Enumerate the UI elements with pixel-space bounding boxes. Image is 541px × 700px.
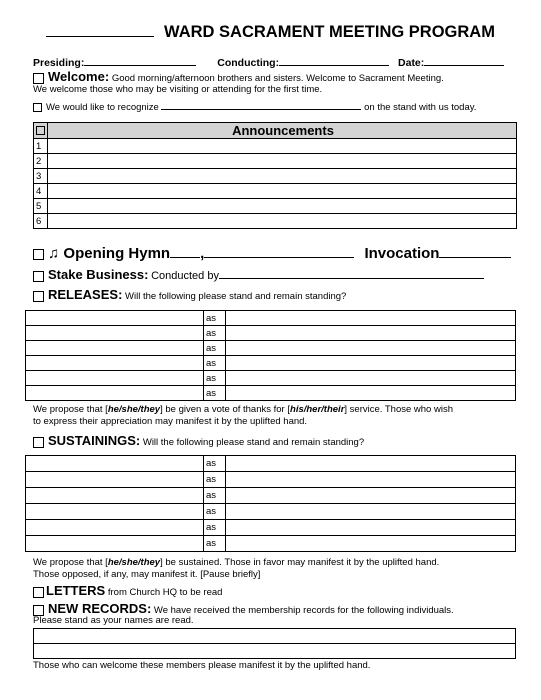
welcome-text: Good morning/afternoon brothers and sisters. Welcome to Sacrament Meeting.: [111, 73, 444, 84]
sustainings-proposal-2: Those opposed, if any, may manifest it. [Pause briefly]: [33, 569, 261, 580]
date-label: Date:: [398, 57, 425, 69]
presiding-label: Presiding:: [33, 57, 85, 69]
hymn-checkbox[interactable]: [33, 249, 44, 260]
table-row: [34, 644, 516, 659]
table-row: as: [26, 504, 516, 520]
hymn-number-blank[interactable]: [170, 245, 200, 258]
table-row: as: [26, 311, 516, 326]
releases-row: RELEASES: Will the following please stand and remain standing?: [33, 287, 346, 302]
sustainings-table: [25, 455, 516, 552]
stake-blank[interactable]: [219, 269, 484, 279]
hymn-row: ♫ Opening Hymn , Invocation: [33, 245, 511, 262]
table-row: as: [26, 456, 516, 472]
announcements-checkbox-cell: [34, 123, 48, 139]
table-row: as: [26, 472, 516, 488]
conducting-label: Conducting:: [217, 57, 280, 69]
invocation-blank[interactable]: [439, 245, 511, 258]
releases-proposal: We propose that [he/she/they] be given a vote of thanks for [his/her/their] service. Those who wish: [33, 404, 453, 415]
table-row: as: [26, 536, 516, 552]
sustainings-row: SUSTAININGS: Will the following please stand and remain standing?: [33, 433, 364, 448]
announcements-table: [33, 122, 517, 229]
program-title: WARD SACRAMENT MEETING PROGRAM: [0, 22, 541, 42]
table-row: as: [26, 326, 516, 341]
releases-table: [25, 310, 516, 401]
welcome-checkbox[interactable]: [33, 73, 44, 84]
music-note-icon: ♫: [48, 245, 60, 262]
header-row: [33, 56, 504, 69]
date-blank[interactable]: [424, 56, 504, 66]
recognize-row: We would like to recognize on the stand with us today.: [33, 100, 476, 113]
sustainings-checkbox[interactable]: [33, 437, 44, 448]
table-row: as: [26, 356, 516, 371]
stake-row: Stake Business: Conducted by: [33, 267, 484, 282]
table-row: as: [26, 386, 516, 401]
table-row: as: [26, 341, 516, 356]
table-row: as: [26, 488, 516, 504]
closing-text: Those who can welcome these members please manifest it by the uplifted hand.: [33, 660, 371, 671]
table-row: 3: [34, 169, 517, 184]
welcome-heading: Welcome:: [48, 69, 110, 84]
announcements-checkbox[interactable]: [36, 126, 45, 135]
announcements-heading: Announcements: [48, 123, 517, 139]
table-row: 1: [34, 139, 517, 154]
table-row: 6: [34, 214, 517, 229]
table-row: as: [26, 520, 516, 536]
letters-checkbox[interactable]: [33, 587, 44, 598]
table-row: 5: [34, 199, 517, 214]
new-records-text-2: Please stand as your names are read.: [33, 615, 194, 626]
ward-name-blank[interactable]: [46, 22, 154, 37]
releases-checkbox[interactable]: [33, 291, 44, 302]
releases-proposal-2: to express their appreciation may manifest it by the uplifted hand.: [33, 416, 308, 427]
recognize-blank[interactable]: [161, 100, 361, 110]
new-records-table: [33, 628, 516, 659]
recognize-checkbox[interactable]: [33, 103, 42, 112]
stake-checkbox[interactable]: [33, 271, 44, 282]
welcome-text-2: We welcome those who may be visiting or attending for the first time.: [33, 84, 323, 95]
presiding-blank[interactable]: [84, 56, 196, 66]
welcome-row: [33, 69, 444, 84]
table-row: 2: [34, 154, 517, 169]
conducting-blank[interactable]: [279, 56, 389, 66]
hymn-title-blank[interactable]: [204, 245, 354, 258]
new-records-row: NEW RECORDS: We have received the membership records for the following individuals.: [33, 601, 454, 616]
table-row: [34, 629, 516, 644]
table-row: as: [26, 371, 516, 386]
letters-row: LETTERS from Church HQ to be read: [33, 583, 222, 598]
sustainings-proposal: We propose that [he/she/they] be sustained. Those in favor may manifest it by the uplifted hand.: [33, 557, 440, 568]
table-row: 4: [34, 184, 517, 199]
